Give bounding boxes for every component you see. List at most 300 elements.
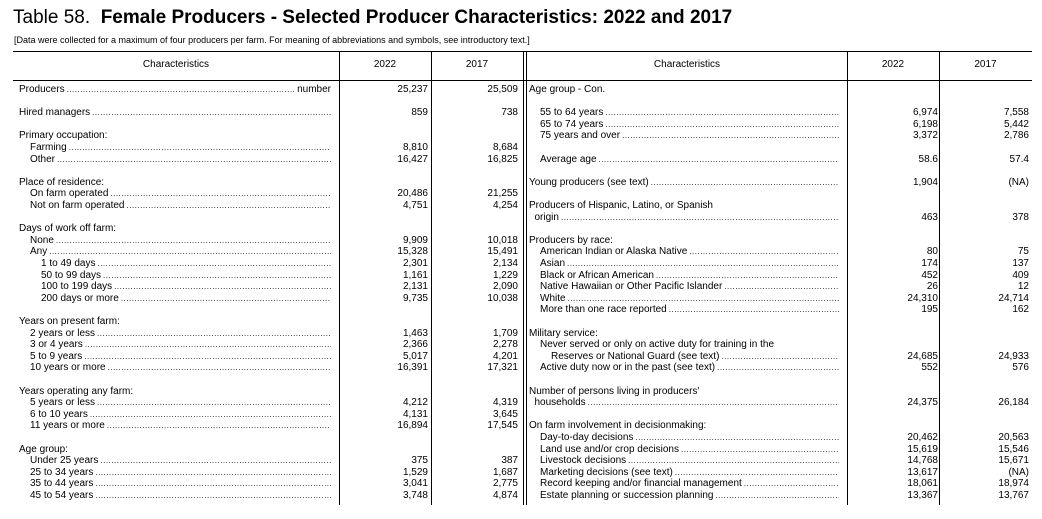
- row-label: [19, 130, 331, 142]
- row-label: [30, 455, 331, 467]
- value-2022: 859: [411, 107, 428, 119]
- row-label: [30, 420, 331, 432]
- row-label: [540, 293, 839, 305]
- dot-leader: [49, 246, 331, 258]
- header-2022-right: 2022: [881, 59, 905, 70]
- dot-leader: [121, 293, 331, 305]
- table-row: [529, 490, 1030, 502]
- value-2022: 195: [921, 304, 938, 316]
- table-row: [19, 409, 521, 421]
- value-2017: 1,229: [492, 269, 518, 281]
- row-label: [540, 339, 839, 351]
- row-label-text: Estate planning or succession planning: [540, 490, 714, 501]
- table-row: [19, 142, 521, 154]
- row-label-text: Record keeping and/or financial management: [540, 478, 742, 490]
- value-2022: 58.6: [918, 153, 938, 165]
- dot-leader: [656, 270, 839, 282]
- value-2017: 8,684: [492, 142, 518, 153]
- row-label: [30, 351, 331, 363]
- value-2022: 16,427: [397, 153, 428, 165]
- value-2022: 1,463: [402, 327, 428, 339]
- value-2017: (NA): [1008, 176, 1029, 188]
- row-label: [41, 281, 331, 293]
- value-2022: 16,894: [397, 420, 428, 432]
- value-2022: 80: [926, 246, 938, 258]
- table-row: [529, 154, 1030, 166]
- value-2017: 409: [1012, 269, 1029, 281]
- row-label: [30, 467, 331, 479]
- row-label: [529, 200, 839, 212]
- table-number: Table 58.: [13, 7, 91, 28]
- row-label-text: Farming: [30, 142, 67, 153]
- row-label: [19, 177, 331, 189]
- value-2022: 20,486: [397, 188, 428, 200]
- value-2017: 7,558: [1003, 107, 1029, 119]
- table-row: [529, 444, 1030, 456]
- value-2017: 15,546: [998, 443, 1029, 455]
- dot-leader: [628, 455, 839, 467]
- row-label-text: Active duty now or in the past (see text): [540, 362, 716, 374]
- row-label-text: Any: [30, 246, 48, 258]
- header-2022-left: 2022: [373, 59, 397, 70]
- value-2017: 5,442: [1003, 118, 1029, 130]
- dot-leader: [103, 270, 331, 282]
- table-row: [529, 420, 1030, 432]
- value-2022: 2,301: [402, 258, 428, 269]
- row-label: [41, 270, 331, 282]
- row-label: [529, 420, 839, 432]
- row-label-text: Days of work off farm:: [19, 223, 117, 235]
- row-label-text: Military service:: [529, 327, 598, 339]
- row-label-text: Black or African American: [540, 269, 654, 281]
- value-2022: 552: [921, 362, 938, 374]
- dot-leader: [715, 490, 839, 502]
- dot-leader: [100, 455, 331, 467]
- row-label: [30, 362, 331, 374]
- table-row: [19, 316, 521, 328]
- row-label-text: Age group:: [19, 443, 68, 455]
- header-2017-left: 2017: [465, 59, 489, 70]
- dot-leader: [681, 444, 839, 456]
- row-label-text: 55 to 64 years: [540, 107, 604, 119]
- row-label: [30, 142, 331, 154]
- value-2022: 5,017: [402, 350, 428, 362]
- row-label-text: Place of residence:: [19, 176, 105, 188]
- table-row: [529, 200, 1030, 212]
- value-2022: 4,751: [402, 200, 428, 211]
- table-row: [19, 420, 521, 432]
- table-row: [529, 328, 1030, 340]
- dot-leader: [97, 397, 331, 409]
- table-row: [19, 188, 521, 200]
- row-label: [529, 328, 839, 340]
- row-label: [540, 130, 839, 142]
- dot-leader: [56, 235, 331, 247]
- row-label-text: Hired managers: [19, 107, 91, 119]
- row-label-text: More than one race reported: [540, 304, 667, 316]
- table-row: [529, 386, 1030, 398]
- body-sep-double: [523, 80, 527, 505]
- table-heading: Female Producers - Selected Producer Characteristics: 2022 and 2017: [100, 7, 733, 28]
- table-row: [529, 281, 1030, 293]
- value-2017: 2,278: [492, 339, 518, 351]
- dot-leader: [85, 339, 331, 351]
- row-label: [529, 386, 839, 398]
- row-label-text: Land use and/or crop decisions: [540, 443, 679, 455]
- dot-leader: [127, 200, 332, 212]
- value-2022: 3,041: [402, 478, 428, 490]
- row-label-text: Number of persons living in producers': [529, 385, 700, 397]
- value-2017: 18,974: [998, 478, 1029, 490]
- dot-leader: [605, 119, 839, 131]
- dot-leader: [107, 420, 331, 432]
- row-label-text: Producers of Hispanic, Latino, or Spanish: [529, 200, 713, 211]
- row-label-text: On farm involvement in decisionmaking:: [529, 420, 707, 432]
- row-label-text: 6 to 10 years: [30, 408, 88, 420]
- value-2017: 378: [1012, 211, 1029, 223]
- value-2017: 1,709: [492, 327, 518, 339]
- value-2022: 3,372: [912, 130, 938, 142]
- row-label: [540, 304, 839, 316]
- dot-leader: [97, 328, 331, 340]
- row-label-text: Young producers (see text): [529, 176, 649, 188]
- row-label: [540, 467, 839, 479]
- table-row: [529, 304, 1030, 316]
- header-2017-right: 2017: [974, 59, 997, 70]
- value-2017: 2,134: [492, 258, 518, 269]
- row-label: [41, 293, 331, 305]
- value-2022: 20,462: [907, 432, 938, 443]
- table-row: [19, 386, 521, 398]
- value-2017: 387: [501, 455, 518, 467]
- dot-leader: [721, 351, 839, 363]
- value-2022: 13,367: [907, 490, 938, 501]
- value-2022: 24,685: [907, 350, 938, 362]
- row-label: [540, 444, 839, 456]
- row-label-text: 5 to 9 years: [30, 350, 83, 362]
- dot-leader: [669, 304, 839, 316]
- dot-leader: [92, 107, 331, 119]
- value-2017: 57.4: [1009, 153, 1029, 165]
- dot-leader: [90, 409, 331, 421]
- table-row: [529, 212, 1030, 224]
- row-label-text: 50 to 99 days: [41, 269, 102, 281]
- row-label: [19, 316, 331, 328]
- row-label: [30, 246, 331, 258]
- value-2017: 1,687: [492, 466, 518, 478]
- value-2017: 10,038: [487, 292, 518, 304]
- table-row: [19, 444, 521, 456]
- dot-leader: [110, 188, 331, 200]
- table-row: [529, 455, 1030, 467]
- table-row: [19, 246, 521, 258]
- table-row: [529, 293, 1030, 305]
- dot-leader: [95, 490, 331, 502]
- table-row: [19, 490, 521, 502]
- value-2022: 14,768: [907, 455, 938, 467]
- value-2017: (NA): [1008, 466, 1029, 478]
- table-row: [19, 154, 521, 166]
- dot-leader: [588, 397, 839, 409]
- row-label-text: 45 to 54 years: [30, 490, 94, 501]
- dot-leader: [95, 467, 331, 479]
- value-2017: 137: [1012, 258, 1029, 269]
- row-unit: number: [297, 84, 331, 95]
- table-row: [19, 130, 521, 142]
- table-row: [19, 258, 521, 270]
- table-row: [529, 351, 1030, 363]
- header-characteristics-left: Characteristics: [142, 59, 210, 70]
- table-row: [529, 467, 1030, 479]
- value-2017: 738: [501, 107, 518, 119]
- row-label: [19, 444, 331, 456]
- value-2017: 162: [1012, 304, 1029, 316]
- table-row: [19, 397, 521, 409]
- value-2022: 26: [926, 281, 938, 293]
- table-row: [19, 362, 521, 374]
- value-2022: 2,131: [402, 281, 428, 293]
- value-2022: 16,391: [397, 362, 428, 374]
- row-label: [551, 351, 839, 363]
- row-label: [30, 490, 331, 502]
- table-row: [19, 339, 521, 351]
- value-2017: 13,767: [998, 490, 1029, 501]
- table-row: [529, 107, 1030, 119]
- row-label-text: 5 years or less: [30, 397, 96, 409]
- value-2017: 20,563: [998, 432, 1029, 443]
- row-label: [30, 328, 331, 340]
- table-row: [529, 235, 1030, 247]
- dot-leader: [605, 107, 839, 119]
- table-row: [529, 270, 1030, 282]
- row-label: [529, 84, 839, 96]
- row-label: [540, 246, 839, 258]
- row-label-text: American Indian or Alaska Native: [540, 246, 688, 258]
- row-label-text: Producers: [19, 84, 65, 95]
- value-2017: 15,491: [487, 246, 518, 258]
- row-label-text: Average age: [540, 153, 597, 165]
- dot-leader: [97, 258, 331, 270]
- row-label-text: households: [534, 397, 586, 409]
- dot-leader: [561, 212, 839, 224]
- table-row: [529, 432, 1030, 444]
- dot-leader: [744, 478, 839, 490]
- value-2022: 463: [921, 211, 938, 223]
- row-label: [19, 223, 331, 235]
- value-2017: 21,255: [487, 188, 518, 200]
- value-2022: 9,909: [402, 234, 428, 246]
- row-label: [19, 386, 331, 398]
- row-label-text: Producers by race:: [529, 234, 613, 246]
- value-2017: 16,825: [487, 153, 518, 165]
- table-row: [529, 119, 1030, 131]
- row-label: [535, 397, 840, 409]
- row-label-text: 25 to 34 years: [30, 466, 94, 478]
- row-label-text: Reserves or National Guard (see text): [551, 350, 720, 362]
- row-label: [41, 258, 331, 270]
- row-label-text: Not on farm operated: [30, 200, 125, 211]
- table-row: [529, 130, 1030, 142]
- row-label: [540, 154, 839, 166]
- row-label-text: 11 years or more: [30, 420, 105, 432]
- table-row: [19, 478, 521, 490]
- row-label-text: 100 to 199 days: [41, 281, 113, 293]
- row-label-text: Age group - Con.: [529, 84, 606, 95]
- table-title: [13, 7, 732, 29]
- dot-leader: [114, 281, 331, 293]
- table-row: [19, 328, 521, 340]
- table-row: [19, 293, 521, 305]
- value-2017: 10,018: [487, 234, 518, 246]
- value-2022: 15,328: [397, 246, 428, 258]
- row-label-text: Years operating any farm:: [19, 385, 134, 397]
- value-2022: 24,375: [907, 397, 938, 409]
- row-label-text: Marketing decisions (see text): [540, 466, 673, 478]
- row-label-text: origin: [534, 211, 559, 223]
- dot-leader: [95, 478, 331, 490]
- value-2017: 4,201: [492, 350, 518, 362]
- row-label-text: Under 25 years: [30, 455, 99, 467]
- row-label: [540, 258, 839, 270]
- dot-leader: [651, 177, 839, 189]
- dot-leader: [568, 293, 839, 305]
- value-2022: 9,735: [402, 292, 428, 304]
- value-2022: 15,619: [907, 443, 938, 455]
- row-label: [540, 455, 839, 467]
- value-2017: 25,509: [487, 84, 518, 95]
- dot-leader: [57, 154, 331, 166]
- value-2022: 4,131: [402, 408, 428, 420]
- dot-leader: [622, 130, 839, 142]
- row-label: [30, 188, 331, 200]
- value-2017: 2,775: [492, 478, 518, 490]
- table-row: [19, 177, 521, 189]
- row-label: [535, 212, 840, 224]
- table-row: [19, 455, 521, 467]
- table-row: [19, 351, 521, 363]
- value-2022: 8,810: [402, 142, 428, 153]
- value-2017: 17,545: [487, 420, 518, 432]
- dot-leader: [717, 362, 839, 374]
- row-label: [529, 235, 839, 247]
- dot-leader: [599, 154, 839, 166]
- value-2022: 6,198: [912, 118, 938, 130]
- table-row: [19, 223, 521, 235]
- value-2022: 1,161: [402, 269, 428, 281]
- row-label-text: 200 days or more: [41, 292, 119, 304]
- value-2017: 4,874: [492, 490, 518, 501]
- value-2022: 2,366: [402, 339, 428, 351]
- value-2017: 15,671: [998, 455, 1029, 467]
- row-label-text: Primary occupation:: [19, 130, 108, 142]
- row-label: [30, 397, 331, 409]
- row-label: [529, 177, 839, 189]
- table-row: [529, 177, 1030, 189]
- row-label-text: Day-to-day decisions: [540, 432, 634, 443]
- table-row: [19, 270, 521, 282]
- row-label: [30, 478, 331, 490]
- row-label: [540, 362, 839, 374]
- value-2022: 13,617: [907, 466, 938, 478]
- table-row: [19, 200, 521, 212]
- row-label: [540, 490, 839, 502]
- dot-leader: [675, 467, 839, 479]
- value-2017: 26,184: [998, 397, 1029, 409]
- value-2017: 24,933: [998, 350, 1029, 362]
- value-2022: 4,212: [402, 397, 428, 409]
- row-label: [540, 270, 839, 282]
- table-row: [529, 258, 1030, 270]
- value-2017: 2,786: [1003, 130, 1029, 142]
- value-2022: 1,904: [912, 176, 938, 188]
- row-label: [30, 409, 331, 421]
- row-label-text: 3 or 4 years: [30, 339, 83, 351]
- dot-leader: [724, 281, 839, 293]
- row-label: [540, 107, 839, 119]
- table-row: [529, 246, 1030, 258]
- table-row: [529, 478, 1030, 490]
- row-label: [540, 478, 839, 490]
- row-label: [540, 432, 839, 444]
- value-2022: 174: [921, 258, 938, 269]
- row-label-text: 75 years and over: [540, 130, 621, 142]
- row-label-text: None: [30, 234, 54, 246]
- dot-leader: [635, 432, 839, 444]
- row-label: [30, 154, 331, 166]
- value-2017: 4,319: [492, 397, 518, 409]
- table-row: [19, 467, 521, 479]
- table-row: [19, 281, 521, 293]
- table-row: [529, 339, 1030, 351]
- row-label-text: 2 years or less: [30, 327, 96, 339]
- row-label-text: Asian: [540, 258, 566, 269]
- row-label: [30, 200, 331, 212]
- table-row: [19, 107, 521, 119]
- row-label-text: 1 to 49 days: [41, 258, 96, 269]
- value-2017: 75: [1017, 246, 1029, 258]
- row-label-text: White: [540, 292, 566, 304]
- row-label-text: 10 years or more: [30, 362, 106, 374]
- row-label: [19, 107, 331, 119]
- row-label: [540, 281, 839, 293]
- dot-leader: [108, 362, 331, 374]
- value-2017: 4,254: [492, 200, 518, 211]
- value-2017: 17,321: [487, 362, 518, 374]
- row-label-text: 65 to 74 years: [540, 118, 604, 130]
- value-2017: 24,714: [998, 292, 1029, 304]
- row-label-text: 35 to 44 years: [30, 478, 94, 490]
- row-label-text: Never served or only on active duty for training in the: [540, 339, 775, 351]
- value-2017: 12: [1017, 281, 1029, 293]
- value-2017: 576: [1012, 362, 1029, 374]
- row-label: [30, 235, 331, 247]
- value-2022: 25,237: [397, 84, 428, 95]
- table-row: [529, 397, 1030, 409]
- table-row: [19, 84, 521, 96]
- table-note: [Data were collected for a maximum of four producers per farm. For meaning of abbreviations and symbols, see introductory text.]: [14, 35, 530, 45]
- value-2017: 2,090: [492, 281, 518, 293]
- table-row: [19, 235, 521, 247]
- row-label-text: Years on present farm:: [19, 316, 120, 327]
- value-2022: 375: [411, 455, 428, 467]
- row-label: [30, 339, 331, 351]
- table-row: [529, 84, 1030, 96]
- row-label: [540, 119, 839, 131]
- value-2022: 18,061: [907, 478, 938, 490]
- value-2017: 3,645: [492, 408, 518, 420]
- value-2022: 24,310: [907, 292, 938, 304]
- value-2022: 1,529: [402, 466, 428, 478]
